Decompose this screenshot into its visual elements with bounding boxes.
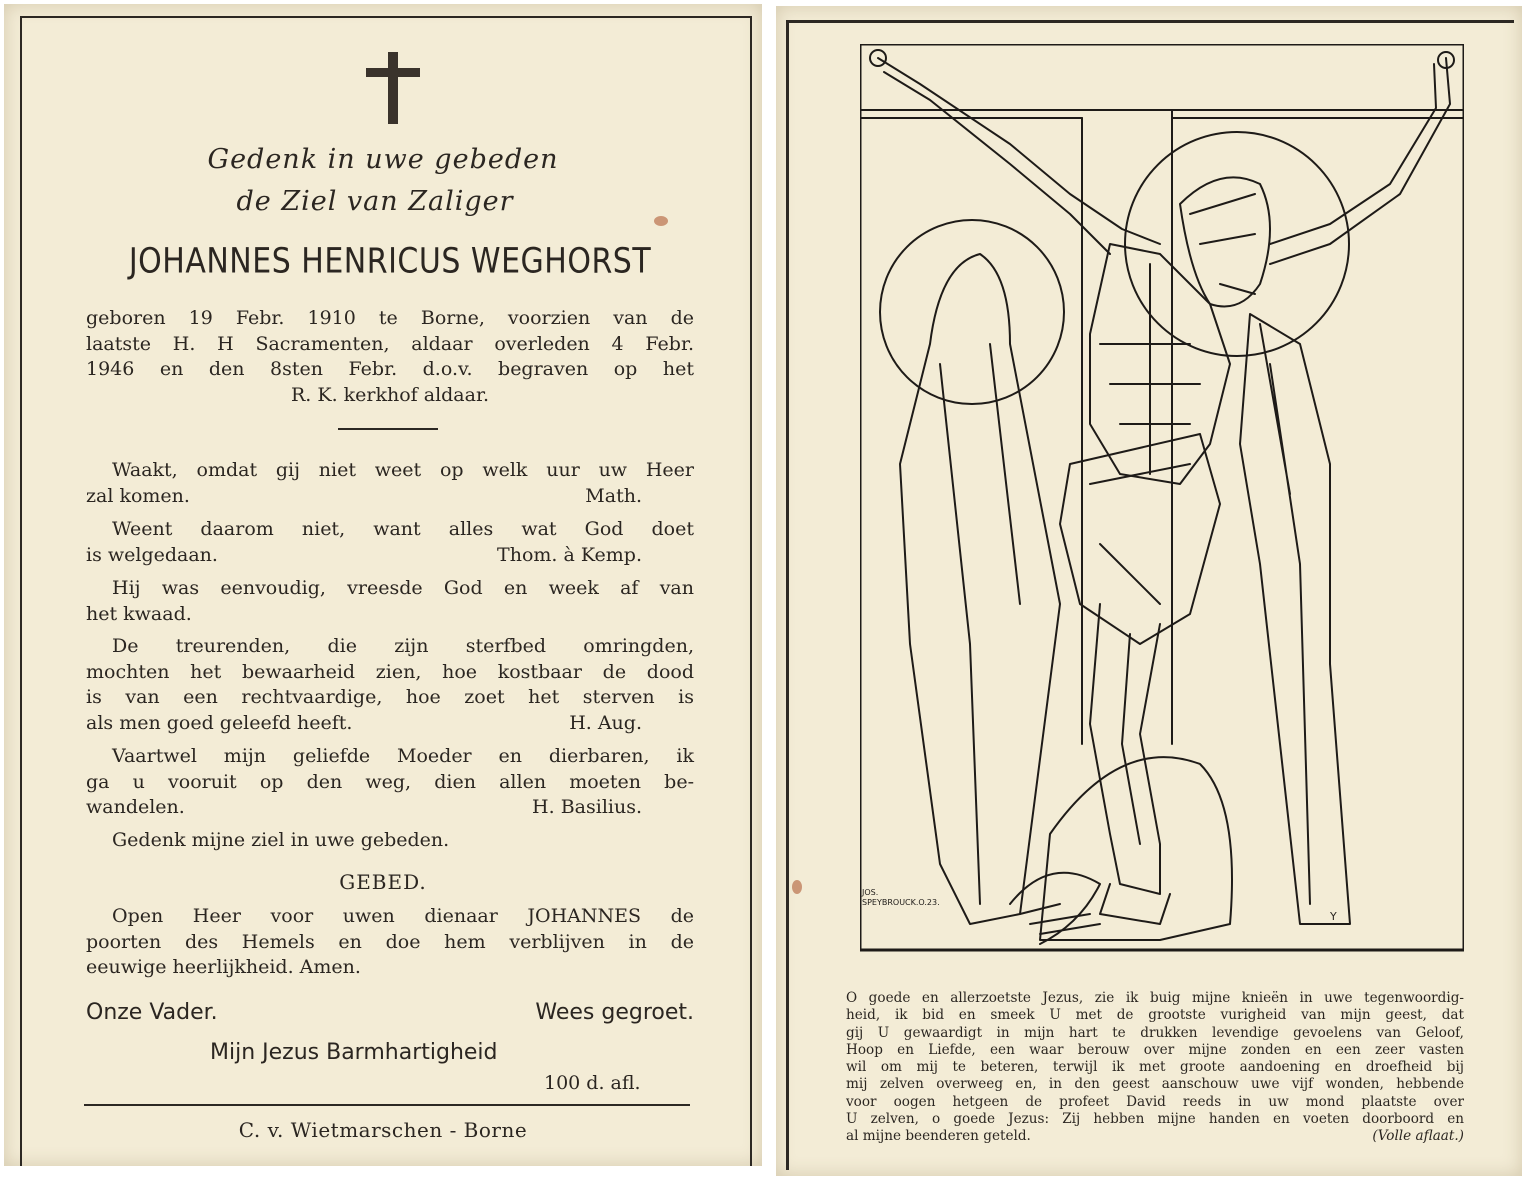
- prayer-line: al mijne beenderen geteld.: [846, 1128, 1031, 1145]
- quote-2: [86, 517, 694, 568]
- quote-line: als men goed geleefd heeft.: [86, 711, 353, 734]
- quote-line: is van een rechtvaardige, hoe zoet het sterven is: [86, 686, 694, 708]
- bio-line: geboren 19 Febr. 1910 te Borne, voorzien van de: [86, 307, 694, 329]
- quote-line: Weent daarom niet, want alles wat God doet: [112, 518, 694, 540]
- indulgence-note: (Volle aflaat.): [1372, 1128, 1464, 1145]
- prayer-line: poorten des Hemels en doe hem verblijven in de: [86, 930, 694, 953]
- wees-gegroet: Wees gegroet.: [535, 1000, 694, 1025]
- bio-line: R. K. kerkhof aldaar.: [290, 383, 489, 406]
- monogram: Y: [1330, 910, 1337, 923]
- bio-paragraph: [86, 306, 694, 408]
- onze-vader: Onze Vader.: [86, 1000, 218, 1025]
- quote-source: Math.: [585, 484, 642, 507]
- closing-line: Gedenk mijne ziel in uwe gebeden.: [112, 829, 450, 851]
- divider: [338, 428, 438, 430]
- prayer-line: gij U gewaardigt in mijn hart te drukken levendige gevoelens van Geloof,: [846, 1024, 1464, 1041]
- prayer-line: O goede en allerzoetste Jezus, zie ik buig mijne knieën in uwe tegenwoordig-: [846, 990, 1464, 1006]
- prayer-line: Open Heer voor uwen dienaar JOHANNES de: [112, 905, 694, 927]
- prayer-line: voor oogen hetgeen de profeet David reeds in uw mond plaatste over: [846, 1093, 1464, 1110]
- quote-4: [86, 634, 694, 736]
- artist-signature: [862, 888, 940, 908]
- quote-3: [86, 576, 694, 627]
- quote-1: [86, 458, 694, 509]
- remember-line-1: Gedenk in uwe gebeden: [207, 144, 559, 175]
- bottom-rule: [84, 1104, 690, 1106]
- quote-line: Vaartwel mijn geliefde Moeder en dierbaren, ik: [112, 745, 694, 767]
- memorial-card-front: [4, 4, 762, 1166]
- prayer-paragraph: [86, 904, 694, 981]
- quote-5: [86, 744, 694, 821]
- quote-line: De treurenden, die zijn sterfbed omringden,: [112, 635, 694, 657]
- prayer-line: U zelven, o goede Jezus: Zij hebben mijne handen en voeten doorboord en: [846, 1111, 1464, 1128]
- mijn-jezus: Mijn Jezus Barmhartigheid: [210, 1040, 498, 1065]
- prayer-line: eeuwige heerlijkheid. Amen.: [86, 956, 361, 978]
- quote-line: zal komen.: [86, 484, 190, 507]
- devotional-prayer: [846, 990, 1464, 1146]
- quote-line: het kwaad.: [86, 602, 192, 625]
- prayer-line: heid, ik bid en smeek U met de grootste vurigheid van mijn geest, dat: [846, 1007, 1464, 1024]
- deceased-name: JOHANNES HENRICUS WEGHORST: [128, 241, 652, 282]
- stain: [654, 216, 668, 226]
- indulgence-note: 100 d. afl.: [544, 1072, 641, 1094]
- bio-line: 1946 en den 8sten Febr. d.o.v. begraven op het: [86, 358, 694, 380]
- quote-line: mochten het bewaarheid zien, hoe kostbaar de dood: [86, 660, 694, 683]
- crucifixion-illustration: [860, 44, 1464, 954]
- bio-line: laatste H. H Sacramenten, aldaar overleden 4 Febr.: [86, 332, 694, 355]
- prayer-line: mij zelven overweeg en, in den geest aanschouw uwe vijf wonden, hebbende: [846, 1076, 1464, 1093]
- remember-line-2: de Ziel van Zaliger: [236, 186, 514, 217]
- quote-line: Hij was eenvoudig, vreesde God en week af van: [112, 577, 694, 599]
- prayer-heading: GEBED.: [339, 870, 427, 894]
- prayer-line: wil om mij te beteren, terwijl ik met groote aandoening en droefheid bij: [846, 1059, 1464, 1076]
- signature-line: SPEYBROUCK.O.23.: [862, 898, 940, 907]
- quote-source: H. Aug.: [569, 711, 642, 734]
- memorial-card-back: [776, 6, 1522, 1176]
- stain: [792, 880, 802, 894]
- quote-line: is welgedaan.: [86, 543, 218, 566]
- quote-line: ga u vooruit op den weg, dien allen moeten be-: [86, 770, 694, 793]
- printer-imprint: C. v. Wietmarschen - Borne: [238, 1118, 528, 1142]
- prayer-line: Hoop en Liefde, een waar berouw over mijne zonden en een zeer vasten: [846, 1041, 1464, 1058]
- quote-source: Thom. à Kemp.: [497, 543, 642, 566]
- signature-line: JOS.: [862, 888, 879, 897]
- quote-source: H. Basilius.: [532, 796, 642, 818]
- quote-line: Waakt, omdat gij niet weet op welk uur uw Heer: [112, 459, 694, 481]
- prayer-invocations: [86, 1000, 694, 1026]
- quote-line: wandelen.: [86, 796, 185, 818]
